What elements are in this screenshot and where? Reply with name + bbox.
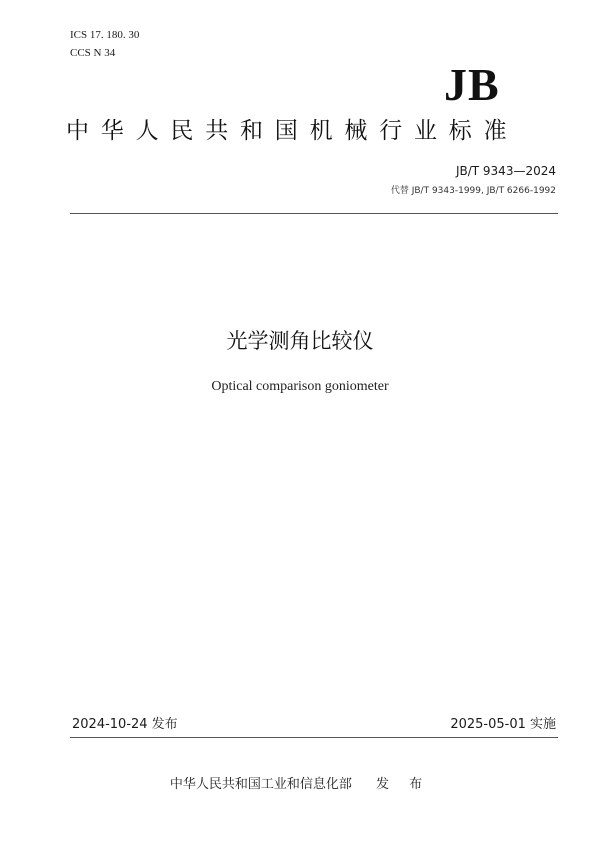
publish-action: 发 布 (375, 777, 431, 792)
publisher-line (0, 776, 600, 793)
standard-category-title: 中华人民共和国机械行业标准 (66, 118, 519, 144)
document-title-chinese: 光学测角比较仪 (226, 329, 374, 353)
bottom-divider (70, 737, 558, 738)
document-title-english: Optical comparison goniometer (211, 379, 389, 394)
replaces-note: 代替 JB/T 9343-1999, JB/T 6266-1992 (390, 186, 556, 196)
jb-logo: JB (444, 59, 500, 110)
ics-code: ICS 17. 180. 30 (70, 29, 140, 41)
issue-date: 2024-10-24 发布 (72, 717, 178, 732)
standard-number: JB/T 9343—2024 (455, 164, 556, 178)
top-divider (70, 213, 558, 214)
implementation-date: 2025-05-01 实施 (450, 717, 556, 732)
ccs-code: CCS N 34 (70, 47, 116, 59)
publisher-name: 中华人民共和国工业和信息化部 (169, 777, 352, 792)
